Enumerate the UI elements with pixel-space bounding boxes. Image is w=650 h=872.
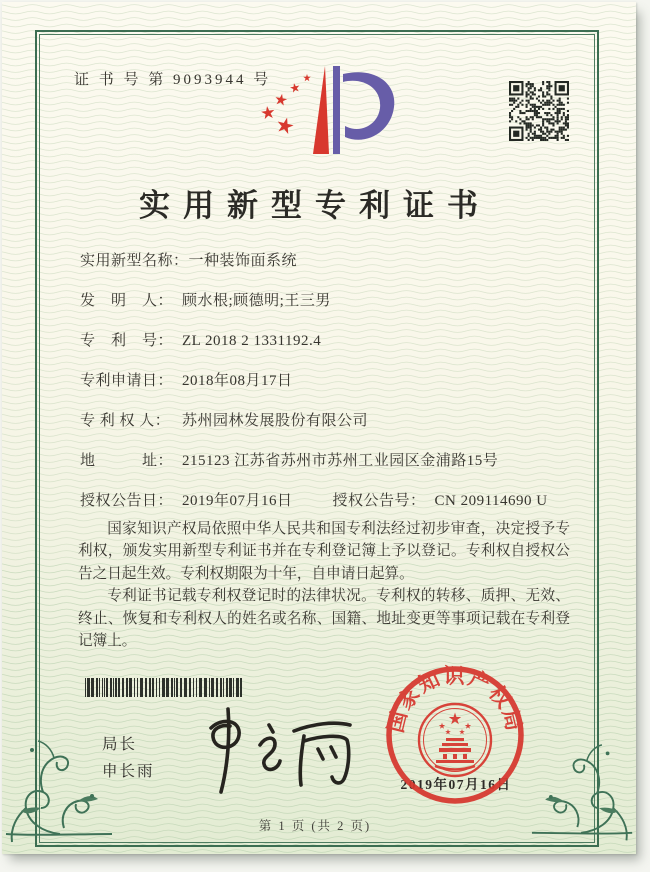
signature-icon: [194, 705, 372, 797]
page-title: 实用新型专利证书: [139, 188, 491, 223]
field-value: ZL 2018 2 1331192.4: [182, 333, 322, 349]
barcode-icon: [85, 678, 245, 697]
legal-paragraph-1: 国家知识产权局依照中华人民共和国专利法经过初步审查，决定授予专利权，颁发实用新型专利证书并在专利登记簿上予以登记。专利权自授权公告之日起生效。专利权期限为十年，自申请日起算。: [78, 521, 570, 582]
certificate-sheet: [2, 2, 636, 854]
cnipa-logo-icon: [248, 64, 400, 162]
field-value: 2019年07月16日: [182, 493, 293, 509]
certificate-number: 证 书 号 第 9093944 号: [74, 72, 272, 88]
field-label: 授权公告号：: [332, 493, 426, 509]
field-patentee: [80, 410, 560, 432]
field-label: 专 利 权 人：: [80, 413, 171, 429]
svg-text:国家知识产权局: [383, 664, 526, 735]
field-value: 苏州园林发展股份有限公司: [182, 413, 369, 429]
legal-text: [78, 518, 570, 652]
seal-date: 2019年07月16日: [400, 777, 512, 792]
field-value: 顾水根;顾德明;王三男: [182, 293, 331, 309]
field-inventors: [80, 290, 560, 312]
field-grant: [80, 490, 560, 512]
legal-paragraph-2: 专利证书记载专利权登记时的法律状况。专利权的转移、质押、无效、终止、恢复和专利权人的姓名或名称、国籍、地址变更等事项记载在专利登记簿上。: [78, 588, 570, 650]
field-name: [80, 250, 560, 272]
signer-name: 申长雨: [102, 763, 155, 780]
seal-ring-text: 国家知识产权局: [383, 664, 527, 735]
grant-number: [333, 490, 548, 512]
field-patent-no: [80, 330, 560, 352]
field-label: 地 址：: [80, 453, 174, 469]
field-list: [80, 250, 560, 530]
field-value: 2018年08月17日: [182, 373, 293, 389]
content-layer: [2, 2, 636, 854]
field-filing-date: [80, 370, 560, 392]
field-address: [80, 450, 560, 472]
signer-title: 局长: [102, 736, 138, 753]
page-number: 第 1 页 (共 2 页): [258, 819, 372, 833]
field-value: CN 209114690 U: [434, 493, 548, 509]
field-value: 215123 江苏省苏州市苏州工业园区金浦路15号: [182, 453, 499, 469]
official-seal-icon: [380, 660, 530, 810]
field-label: 专利申请日：: [80, 373, 174, 389]
qr-code-icon: [509, 81, 569, 141]
grant-date: [80, 490, 293, 512]
field-label: 实用新型名称：: [80, 253, 189, 269]
field-value: 一种装饰面系统: [188, 253, 298, 269]
field-label: 授权公告日：: [80, 493, 174, 509]
field-label: 专 利 号：: [80, 333, 174, 349]
field-label: 发 明 人：: [80, 293, 174, 309]
